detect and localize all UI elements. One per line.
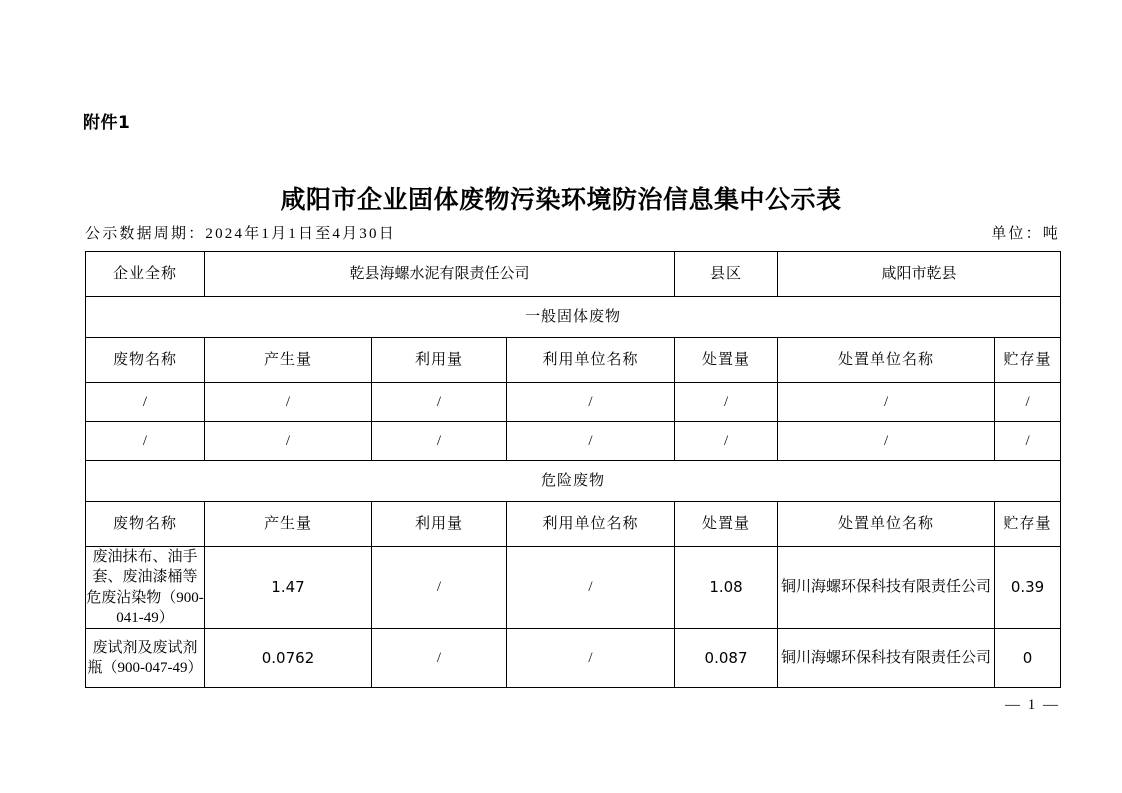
page-number: — 1 — — [1005, 697, 1060, 713]
cell-utilizing-org: / — [507, 422, 675, 461]
header-utilizing-org: 利用单位名称 — [507, 502, 675, 547]
cell-disposal-org: / — [778, 383, 995, 422]
company-label-cell: 企业全称 — [86, 252, 205, 297]
header-disposal-org: 处置单位名称 — [778, 502, 995, 547]
header-waste-name: 废物名称 — [86, 338, 205, 383]
cell-waste-name: / — [86, 383, 205, 422]
cell-disposal-org: 铜川海螺环保科技有限责任公司 — [778, 629, 995, 688]
table-row-company — [86, 252, 1061, 297]
cell-utilizing-org: / — [507, 383, 675, 422]
table-row — [86, 547, 1061, 629]
cell-stored: / — [995, 383, 1061, 422]
unit-label: 单位：吨 — [991, 226, 1060, 242]
cell-utilized: / — [372, 547, 507, 629]
table-row-section-general — [86, 297, 1061, 338]
table-row — [86, 383, 1061, 422]
district-value-cell: 咸阳市乾县 — [778, 252, 1061, 297]
cell-stored: 0 — [995, 629, 1061, 688]
header-disposal-org: 处置单位名称 — [778, 338, 995, 383]
cell-utilized: / — [372, 422, 507, 461]
cell-disposed: 1.08 — [675, 547, 778, 629]
cell-generated: 1.47 — [205, 547, 372, 629]
header-generated: 产生量 — [205, 502, 372, 547]
header-utilizing-org: 利用单位名称 — [507, 338, 675, 383]
header-utilized: 利用量 — [372, 502, 507, 547]
header-stored: 贮存量 — [995, 338, 1061, 383]
section-hazardous-cell: 危险废物 — [86, 461, 1061, 502]
cell-stored: 0.39 — [995, 547, 1061, 629]
cell-waste-name: 废试剂及废试剂瓶（900-047-49） — [86, 629, 205, 688]
header-generated: 产生量 — [205, 338, 372, 383]
cell-utilizing-org: / — [507, 547, 675, 629]
cell-generated: / — [205, 383, 372, 422]
section-general-cell: 一般固体废物 — [86, 297, 1061, 338]
table-row — [86, 629, 1061, 688]
cell-utilized: / — [372, 629, 507, 688]
cell-waste-name: 废油抹布、油手套、废油漆桶等危废沾染物（900-041-49） — [86, 547, 205, 629]
district-label-cell: 县区 — [675, 252, 778, 297]
header-utilized: 利用量 — [372, 338, 507, 383]
table-row-headers-hazardous — [86, 502, 1061, 547]
cell-disposed: 0.087 — [675, 629, 778, 688]
table-row-headers-general — [86, 338, 1061, 383]
cell-disposal-org: 铜川海螺环保科技有限责任公司 — [778, 547, 995, 629]
header-waste-name: 废物名称 — [86, 502, 205, 547]
cell-stored: / — [995, 422, 1061, 461]
cell-waste-name: / — [86, 422, 205, 461]
cell-generated: 0.0762 — [205, 629, 372, 688]
cell-utilizing-org: / — [507, 629, 675, 688]
subtitle-row — [85, 222, 1060, 244]
cell-disposal-org: / — [778, 422, 995, 461]
company-value-cell: 乾县海螺水泥有限责任公司 — [205, 252, 675, 297]
header-disposed: 处置量 — [675, 338, 778, 383]
period-label: 公示数据周期：2024年1月1日至4月30日 — [85, 226, 396, 242]
cell-utilized: / — [372, 383, 507, 422]
cell-disposed: / — [675, 383, 778, 422]
table-row — [86, 422, 1061, 461]
header-stored: 贮存量 — [995, 502, 1061, 547]
page-title: 咸阳市企业固体废物污染环境防治信息集中公示表 — [280, 185, 842, 214]
cell-disposed: / — [675, 422, 778, 461]
attachment-label: 附件1 — [83, 113, 131, 133]
table-row-section-hazardous — [86, 461, 1061, 502]
disclosure-table — [85, 251, 1061, 688]
header-disposed: 处置量 — [675, 502, 778, 547]
cell-generated: / — [205, 422, 372, 461]
